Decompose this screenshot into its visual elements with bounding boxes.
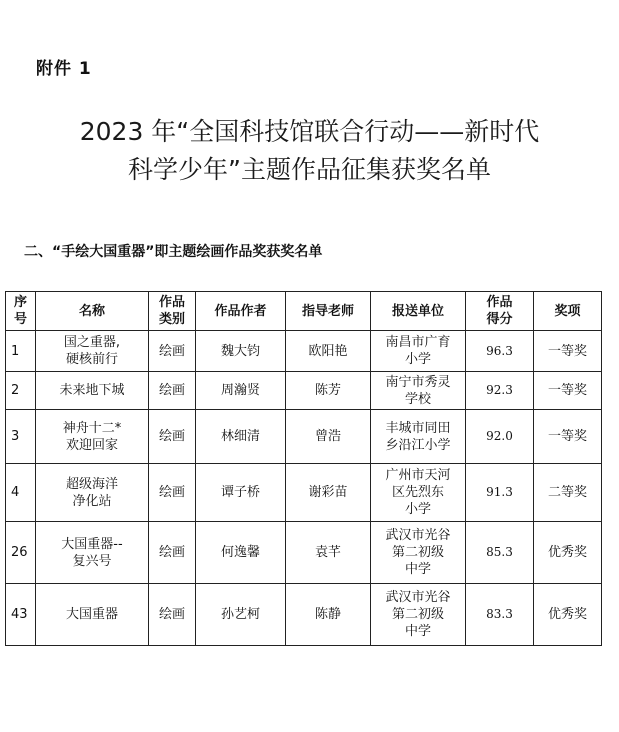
table-row <box>6 331 602 372</box>
header-score: 作品 得分 <box>466 292 534 331</box>
cell-author: 魏大钧 <box>196 331 286 372</box>
cell-score: 96.3 <box>466 331 534 372</box>
table-row <box>6 522 602 584</box>
cell-unit: 南宁市秀灵 学校 <box>371 372 466 410</box>
cell-award: 一等奖 <box>534 410 602 464</box>
cell-author: 孙艺柯 <box>196 584 286 646</box>
header-type: 作品 类别 <box>149 292 196 331</box>
cell-index: 26 <box>6 522 36 584</box>
cell-name: 未来地下城 <box>36 372 149 410</box>
header-name: 名称 <box>36 292 149 331</box>
cell-award: 一等奖 <box>534 372 602 410</box>
cell-unit: 武汉市光谷 第二初级 中学 <box>371 522 466 584</box>
cell-teacher: 曾浩 <box>286 410 371 464</box>
cell-score: 83.3 <box>466 584 534 646</box>
cell-award: 一等奖 <box>534 331 602 372</box>
cell-score: 91.3 <box>466 464 534 522</box>
header-award: 奖项 <box>534 292 602 331</box>
cell-author: 何逸馨 <box>196 522 286 584</box>
cell-type: 绘画 <box>149 584 196 646</box>
cell-author: 谭子桥 <box>196 464 286 522</box>
cell-index: 3 <box>6 410 36 464</box>
cell-unit: 南昌市广育 小学 <box>371 331 466 372</box>
section-heading: 二、“手绘大国重器”即主题绘画作品奖获奖名单 <box>24 244 323 260</box>
header-unit: 报送单位 <box>371 292 466 331</box>
cell-name: 超级海洋 净化站 <box>36 464 149 522</box>
cell-name: 大国重器-- 复兴号 <box>36 522 149 584</box>
cell-unit: 丰城市同田 乡沿江小学 <box>371 410 466 464</box>
cell-name: 大国重器 <box>36 584 149 646</box>
cell-type: 绘画 <box>149 464 196 522</box>
table-row <box>6 410 602 464</box>
cell-teacher: 欧阳艳 <box>286 331 371 372</box>
cell-type: 绘画 <box>149 522 196 584</box>
header-teacher: 指导老师 <box>286 292 371 331</box>
header-author: 作品作者 <box>196 292 286 331</box>
document-title-line-2: 科学少年”主题作品征集获奖名单 <box>128 155 491 184</box>
cell-author: 林细清 <box>196 410 286 464</box>
cell-author: 周瀚贤 <box>196 372 286 410</box>
cell-teacher: 陈静 <box>286 584 371 646</box>
table-row <box>6 584 602 646</box>
cell-award: 优秀奖 <box>534 584 602 646</box>
cell-type: 绘画 <box>149 410 196 464</box>
cell-name: 国之重器, 硬核前行 <box>36 331 149 372</box>
cell-unit: 广州市天河 区先烈东 小学 <box>371 464 466 522</box>
cell-award: 二等奖 <box>534 464 602 522</box>
cell-index: 2 <box>6 372 36 410</box>
cell-name: 神舟十二* 欢迎回家 <box>36 410 149 464</box>
cell-index: 4 <box>6 464 36 522</box>
cell-type: 绘画 <box>149 331 196 372</box>
cell-score: 92.0 <box>466 410 534 464</box>
cell-index: 43 <box>6 584 36 646</box>
table-row <box>6 464 602 522</box>
table-row <box>6 372 602 410</box>
header-index: 序 号 <box>6 292 36 331</box>
table-header-row <box>6 292 602 331</box>
cell-award: 优秀奖 <box>534 522 602 584</box>
cell-type: 绘画 <box>149 372 196 410</box>
cell-unit: 武汉市光谷 第二初级 中学 <box>371 584 466 646</box>
cell-teacher: 袁芊 <box>286 522 371 584</box>
cell-teacher: 谢彩苗 <box>286 464 371 522</box>
document-title-line-1: 2023 年“全国科技馆联合行动——新时代 <box>79 117 540 146</box>
cell-score: 85.3 <box>466 522 534 584</box>
attachment-label: 附件 1 <box>36 59 92 79</box>
award-table <box>5 291 602 646</box>
cell-teacher: 陈芳 <box>286 372 371 410</box>
cell-index: 1 <box>6 331 36 372</box>
cell-score: 92.3 <box>466 372 534 410</box>
